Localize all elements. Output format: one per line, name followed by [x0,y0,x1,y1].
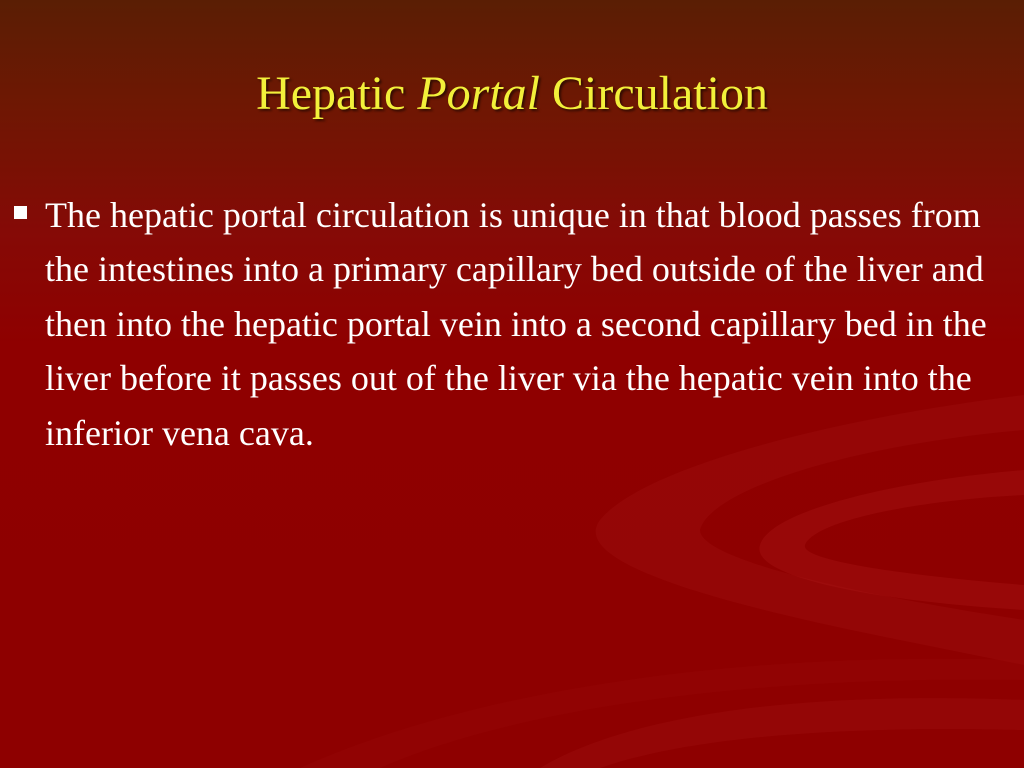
square-bullet-icon [14,206,27,219]
bullet-text: The hepatic portal circulation is unique in that blood passes from the intestines into a primary capillary bed outside of the liver and then into the hepatic portal vein into a second capillary bed in the liver before it passes out of the liver via the hepatic vein into the inferior vena cava. [45,195,987,453]
bullet-item [10,188,1010,460]
slide-title-italic: Portal [417,67,540,120]
slide-body [10,188,1010,460]
slide-title-part1: Hepatic [256,67,418,120]
slide-title-part2: Circulation [539,67,768,120]
slide-title [0,62,1024,126]
